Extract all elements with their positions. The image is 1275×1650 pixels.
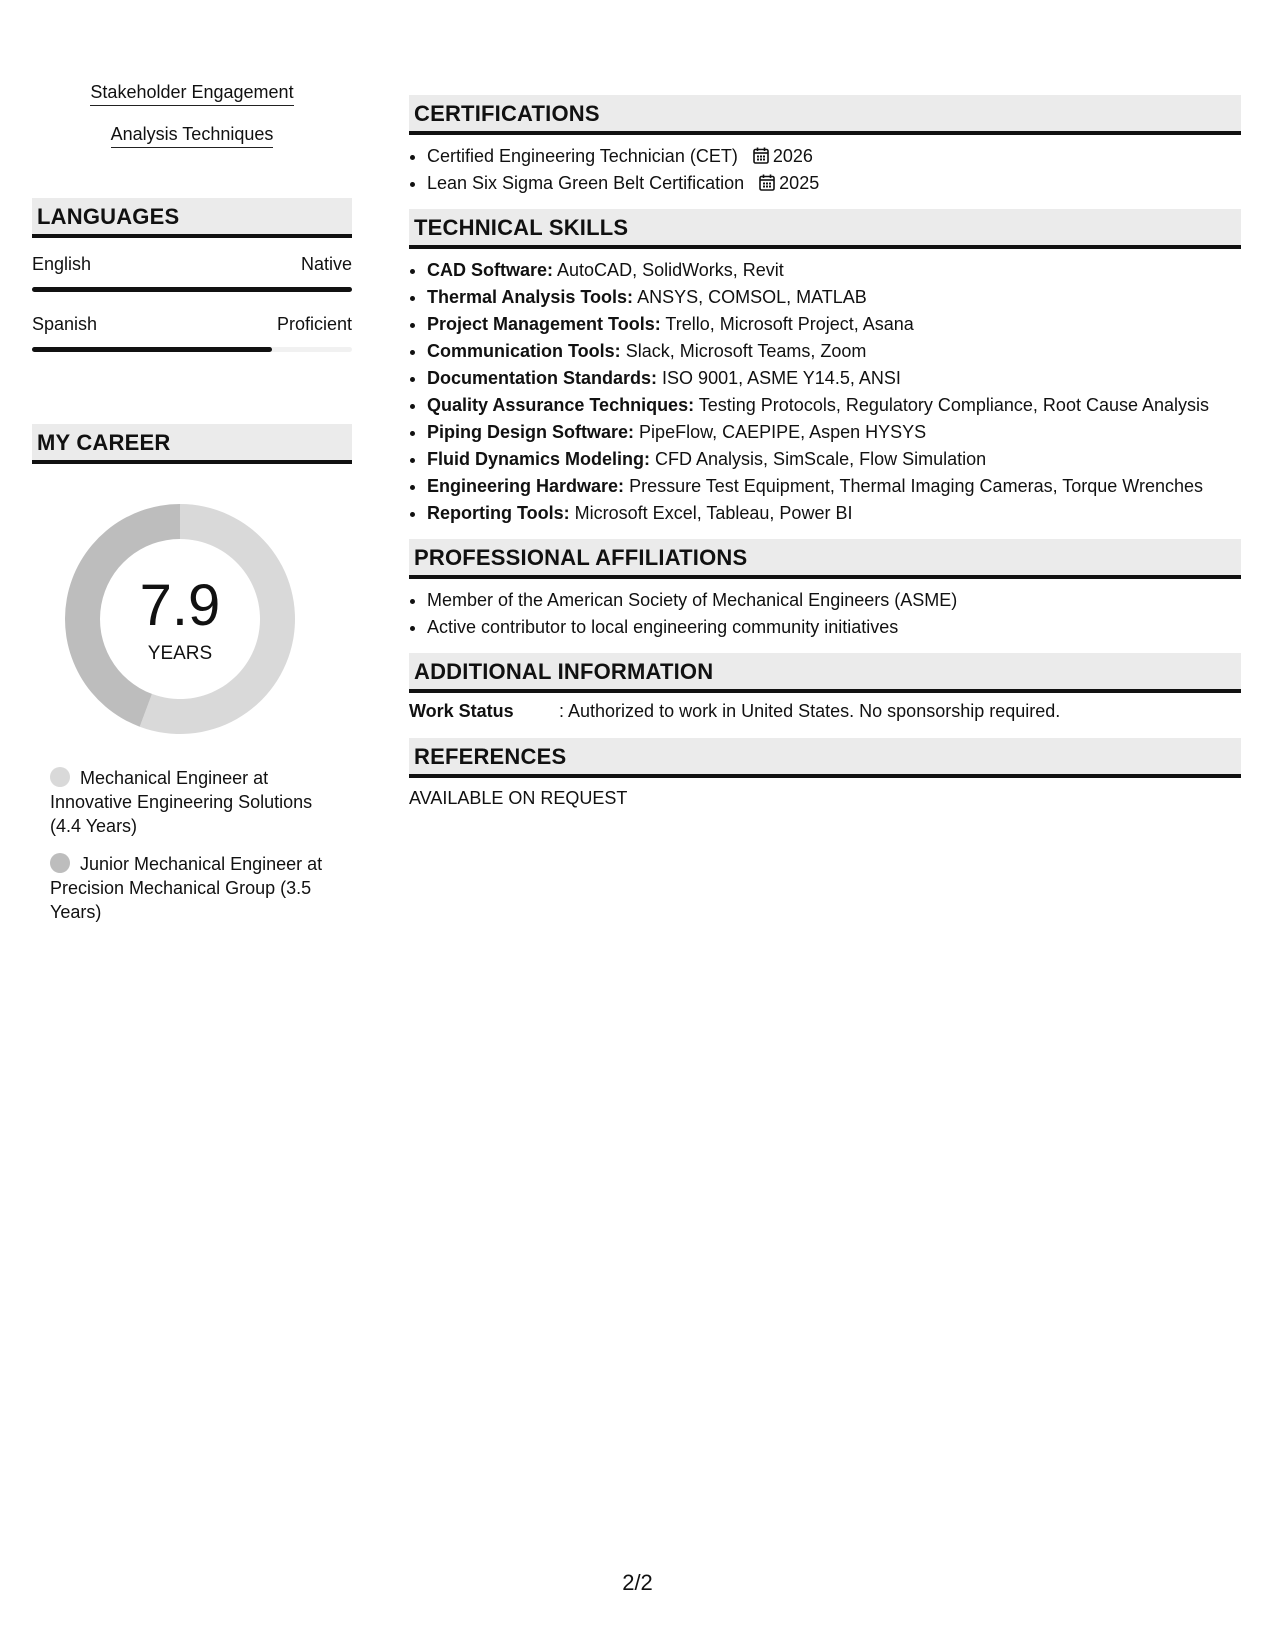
language-level: Native [300, 254, 352, 274]
language-level-bar [32, 287, 352, 292]
calendar-icon [753, 147, 769, 164]
certifications-heading: CERTIFICATIONS [409, 95, 1241, 135]
skill-item [427, 338, 1241, 365]
skill-value: PipeFlow, CAEPIPE, Aspen HYSYS [639, 422, 927, 442]
skill-label: Engineering Hardware: [427, 476, 625, 496]
affiliations-list [409, 587, 1241, 641]
skill-value: Slack, Microsoft Teams, Zoom [625, 341, 867, 361]
skill-item [427, 284, 1241, 311]
certification-item [427, 170, 1241, 197]
skill-value: Microsoft Excel, Tableau, Power BI [574, 503, 853, 523]
career-donut-chart [65, 504, 295, 734]
language-item [32, 254, 352, 292]
references-heading: REFERENCES [409, 738, 1241, 778]
skill-item [427, 419, 1241, 446]
skill-label: CAD Software: [427, 260, 554, 280]
skill-label: Fluid Dynamics Modeling: [427, 449, 651, 469]
skill-item [427, 473, 1241, 500]
certification-name: Lean Six Sigma Green Belt Certification [427, 173, 745, 193]
skill-link[interactable]: Analysis Techniques [111, 124, 274, 148]
skill-value: ISO 9001, ASME Y14.5, ANSI [662, 368, 901, 388]
affiliation-item: • Member of the American Society of Mechanical Engineers (ASME) [427, 587, 1241, 614]
references-text: AVAILABLE ON REQUEST [409, 788, 628, 808]
left-column [32, 82, 352, 938]
career-total-years: 7.9 [139, 573, 221, 638]
skill-label: Thermal Analysis Tools: [427, 287, 634, 307]
skill-item [427, 392, 1241, 419]
career-role-label: Mechanical Engineer at Innovative Engineering Solutions (4.4 Years) [50, 768, 313, 836]
skill-item [427, 500, 1241, 527]
skill-item [427, 446, 1241, 473]
skill-value: CFD Analysis, SimScale, Flow Simulation [655, 449, 987, 469]
skill-value: Trello, Microsoft Project, Asana [665, 314, 914, 334]
legend-dot-icon [50, 767, 70, 787]
career-legend-item [50, 852, 340, 924]
skill-label: Quality Assurance Techniques: [427, 395, 695, 415]
certification-year: 2025 [779, 173, 820, 193]
language-item [32, 314, 352, 352]
skill-value: ANSYS, COMSOL, MATLAB [637, 287, 867, 307]
work-status-value: : Authorized to work in United States. No sponsorship required. [559, 701, 1061, 721]
page-number: 2/2 [622, 1570, 653, 1595]
work-status-label: Work Status [409, 701, 514, 721]
certification-name: Certified Engineering Technician (CET) [427, 146, 738, 166]
skill-item [427, 311, 1241, 338]
language-level-bar [32, 347, 352, 352]
skill-label: Piping Design Software: [427, 422, 635, 442]
affiliations-heading: PROFESSIONAL AFFILIATIONS [409, 539, 1241, 579]
career-legend-item [50, 766, 340, 838]
language-level: Proficient [276, 314, 352, 334]
career-heading: MY CAREER [32, 424, 352, 464]
skill-label: Communication Tools: [427, 341, 621, 361]
technical-skills-heading: TECHNICAL SKILLS [409, 209, 1241, 249]
skill-item [427, 257, 1241, 284]
language-name: Spanish [32, 314, 98, 334]
certification-item [427, 143, 1241, 170]
skill-label: Reporting Tools: [427, 503, 570, 523]
work-status-row [409, 701, 1241, 722]
skill-label: Documentation Standards: [427, 368, 658, 388]
skill-value: Pressure Test Equipment, Thermal Imaging Cameras, Torque Wrenches [629, 476, 1203, 496]
skill-link[interactable]: Stakeholder Engagement [90, 82, 293, 106]
technical-skills-list [409, 257, 1241, 527]
language-level-fill [32, 287, 352, 292]
skill-label: Project Management Tools: [427, 314, 661, 334]
affiliation-item: • Active contributor to local engineering community initiatives [427, 614, 1241, 641]
calendar-icon [759, 174, 775, 191]
languages-heading: LANGUAGES [32, 198, 352, 238]
certification-year: 2026 [772, 146, 813, 166]
skill-value: Testing Protocols, Regulatory Compliance, Root Cause Analysis [698, 395, 1210, 415]
additional-info-heading: ADDITIONAL INFORMATION [409, 653, 1241, 693]
career-role-label: Junior Mechanical Engineer at Precision Mechanical Group (3.5 Years) [50, 854, 323, 922]
skill-value: AutoCAD, SolidWorks, Revit [557, 260, 784, 280]
right-column [409, 95, 1241, 809]
language-level-fill [32, 347, 272, 352]
skill-item [427, 365, 1241, 392]
certifications-list [409, 143, 1241, 197]
career-total-unit: YEARS [147, 643, 213, 664]
language-name: English [32, 254, 92, 274]
legend-dot-icon [50, 853, 70, 873]
